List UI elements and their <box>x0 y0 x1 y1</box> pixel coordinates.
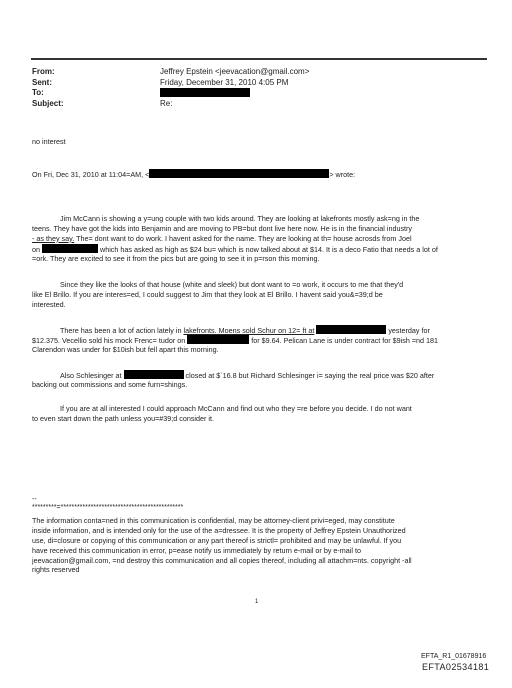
quote-prefix: On Fri, Dec 31, 2010 at 11:04=AM, < <box>32 170 150 179</box>
paragraph-4 <box>32 370 434 390</box>
signature-stars: *********=********************************************* <box>32 504 184 511</box>
text-line <box>32 335 438 345</box>
to-value <box>160 88 250 100</box>
text-span: yesterday for <box>388 326 430 335</box>
text-line <box>32 244 438 254</box>
to-label: To: <box>32 88 44 98</box>
quote-line <box>32 169 355 179</box>
page-number: 1 <box>255 599 259 605</box>
text-line <box>32 325 438 335</box>
text-line: inside information, and is intended only for the use of the a=dressee. It is the property of Jeffrey Epstein Unauthorized <box>32 525 406 535</box>
text-line: Since they like the looks of that house (white and sleek) but dont want to =o work, it occurs to me that they'd <box>60 280 404 289</box>
text-line: jeevacation@gmail.com, =nd destroy this communication and all copies thereof, including all attachm=nts. copyright -all <box>32 555 412 565</box>
text-line: to even start down the path unless you=#39;d consider it. <box>32 413 215 423</box>
underlined-text: lakefronts. Moens sold Schur on 12= ft at <box>183 326 315 335</box>
text-line: have received this communication in error, p=ease notify us immediately by return e-mail or by e-mail to <box>32 545 361 555</box>
paragraph-5 <box>32 404 412 424</box>
quote-header <box>32 169 355 179</box>
text-line <box>32 370 434 380</box>
text-span: on <box>32 244 40 254</box>
redaction-box <box>187 335 249 344</box>
quote-suffix: > wrote: <box>329 170 356 179</box>
text-span: There has been a lot of action lately in <box>60 326 184 335</box>
paragraph-2 <box>32 280 403 310</box>
paragraph-1 <box>32 214 438 263</box>
text-line: rights reserved <box>32 565 80 575</box>
text-line: teens. They have got the kids into Benjamin and are moving to PB=but dont live here now. He is in the financial industry <box>32 223 413 233</box>
paragraph-3 <box>32 325 438 355</box>
reply-line: no interest <box>32 137 66 146</box>
text-line: =ork. They are excited to see it from the pics but are going to see it in p=rson this morning. <box>32 253 320 263</box>
text-line: interested. <box>32 299 66 309</box>
text-span: for $9.64. Pelican Lane is under contract for $9ish =nd 181 <box>251 335 439 345</box>
text-line: The information conta=ned in this communication is confidential, may be attorney-client privi=eged, may constitute <box>32 516 395 525</box>
bates-number-small: EFTA_R1_01678916 <box>421 653 487 660</box>
text-span: Also Schlesinger at <box>60 371 122 380</box>
subject-value: Re: <box>160 98 173 108</box>
text-span: closed at $`16.8 but Richard Schlesinger i= saying the real price was $20 after <box>185 371 435 380</box>
text-line: If you are at all interested I could approach McCann and find out who they =re before you decide. I do not want <box>60 404 412 413</box>
text-line: Jim McCann is showing a y=ung couple with two kids around. They are looking at lakefronts mostly ask=ng in the <box>60 214 420 223</box>
text-line <box>32 234 438 244</box>
from-value: Jeffrey Epstein <jeevacation@gmail.com> <box>160 67 310 76</box>
text-line: Clarendon was under for $10ish but fell apart this morning. <box>32 344 219 354</box>
header-rule <box>31 58 487 60</box>
reply-text <box>32 137 66 147</box>
redaction-box <box>42 244 98 253</box>
redaction-box <box>316 325 386 334</box>
text-line: like El Brillo. If you are interes=ed, I could suggest to Jim that they look at El Brillo. I havent said you&=39;d be <box>32 289 383 299</box>
text-line: backing out commissions and some furn=shings. <box>32 379 188 389</box>
sent-value: Friday, December 31, 2010 4:05 PM <box>160 77 289 87</box>
text-span: which has asked as high as $24 bu= which is now talked about at $14. It is a deco Fatio that needs a lot of <box>100 244 438 254</box>
subject-label: Subject: <box>32 98 64 108</box>
sent-label: Sent: <box>32 77 52 87</box>
disclaimer <box>32 516 412 575</box>
text-span: $12.375. Vecellio sold his mock Frenc= tudor on <box>32 335 186 345</box>
signature-dashes: -- <box>32 496 37 503</box>
from-label: From: <box>32 67 55 76</box>
redaction-box <box>160 88 250 97</box>
redaction-box <box>124 370 184 379</box>
text-span: The= dont want to do work. I havent asked for the name. They are looking at th= house acrosds from Joel <box>74 233 412 243</box>
redaction-box <box>149 169 329 178</box>
bates-number-large: EFTA02534181 <box>422 662 490 672</box>
text-line: use, di=closure or copying of this communication or any part thereof is strictl= prohibited and may be unlawful. If you <box>32 535 402 545</box>
underlined-text: - as they say. <box>32 233 75 243</box>
